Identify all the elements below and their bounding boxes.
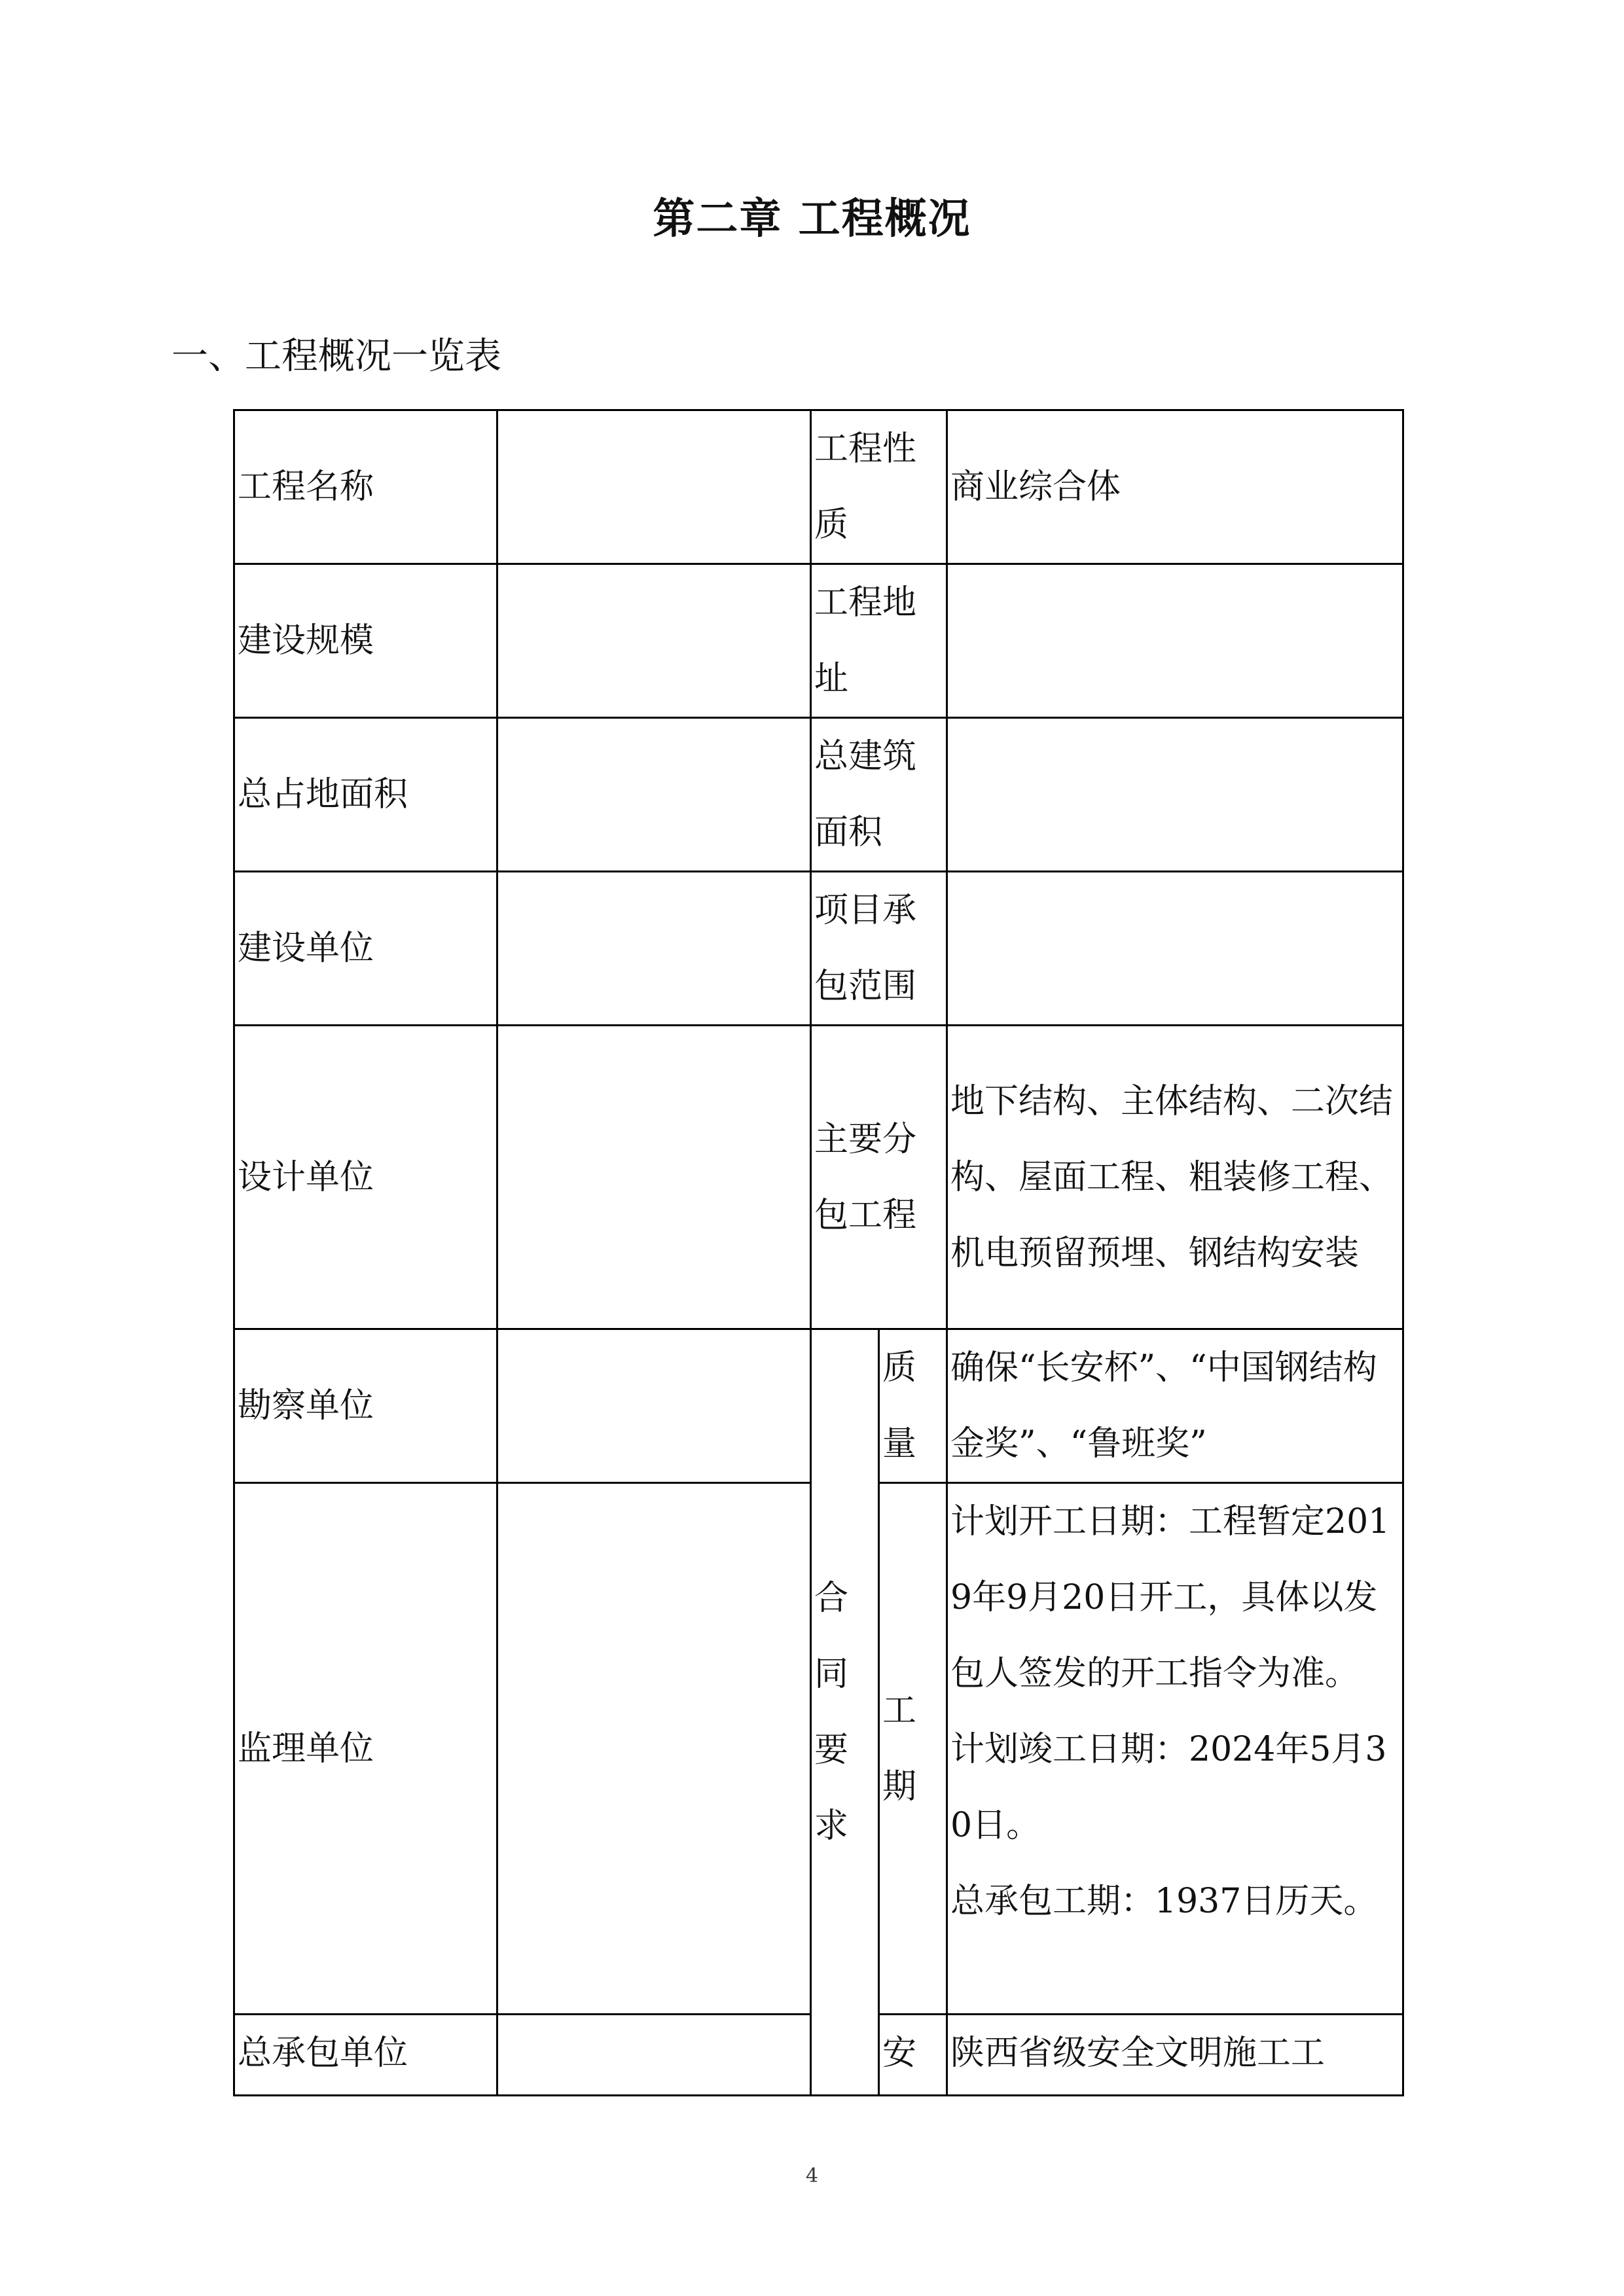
value-surveyor bbox=[497, 1329, 811, 1483]
label-contract-scope: 项目承包范围 bbox=[811, 872, 947, 1026]
label-project-nature: 工程性质 bbox=[811, 410, 947, 564]
value-project-address bbox=[947, 564, 1403, 718]
label-designer: 设计单位 bbox=[234, 1026, 497, 1329]
value-project-name bbox=[497, 410, 811, 564]
label-project-name: 工程名称 bbox=[234, 410, 497, 564]
value-building-area bbox=[947, 718, 1403, 872]
value-safety: 陕西省级安全文明施工工 bbox=[947, 2015, 1403, 2096]
label-surveyor: 勘察单位 bbox=[234, 1329, 497, 1483]
duration-end: 计划竣工日期：2024年5月30日。 bbox=[950, 1730, 1387, 1845]
value-duration bbox=[947, 1483, 1403, 2015]
label-quality: 质量 bbox=[879, 1329, 947, 1483]
section-heading: 一、工程概况一览表 bbox=[171, 335, 501, 378]
table-row bbox=[234, 718, 1403, 872]
table-row bbox=[234, 872, 1403, 1026]
table-row bbox=[234, 1026, 1403, 1329]
label-building-area: 总建筑面积 bbox=[811, 718, 947, 872]
value-main-subcontracts: 地下结构、主体结构、二次结构、屋面工程、粗装修工程、机电预留预埋、钢结构安装 bbox=[947, 1026, 1403, 1329]
duration-total: 总承包工期：1937日历天。 bbox=[950, 1882, 1378, 1921]
duration-start: 计划开工日期：工程暂定2019年9月20日开工，具体以发包人签发的开工指令为准。 bbox=[950, 1502, 1390, 1693]
value-designer bbox=[497, 1026, 811, 1329]
label-contract-requirements: 合同要求 bbox=[811, 1329, 879, 2096]
value-contract-scope bbox=[947, 872, 1403, 1026]
table-row bbox=[234, 410, 1403, 564]
label-general-contractor: 总承包单位 bbox=[234, 2015, 497, 2096]
value-land-area bbox=[497, 718, 811, 872]
project-overview-table bbox=[233, 409, 1404, 2096]
label-supervisor: 监理单位 bbox=[234, 1483, 497, 2015]
label-project-address: 工程地址 bbox=[811, 564, 947, 718]
page-number: 4 bbox=[805, 2164, 819, 2187]
value-general-contractor bbox=[497, 2015, 811, 2096]
label-main-subcontracts: 主要分包工程 bbox=[811, 1026, 947, 1329]
label-construction-scale: 建设规模 bbox=[234, 564, 497, 718]
value-project-nature: 商业综合体 bbox=[947, 410, 1403, 564]
label-owner: 建设单位 bbox=[234, 872, 497, 1026]
chapter-title: 第二章 工程概况 bbox=[653, 195, 971, 243]
value-owner bbox=[497, 872, 811, 1026]
table-row bbox=[234, 564, 1403, 718]
value-construction-scale bbox=[497, 564, 811, 718]
value-quality: 确保“长安杯”、“中国钢结构金奖”、“鲁班奖” bbox=[947, 1329, 1403, 1483]
label-duration: 工期 bbox=[879, 1483, 947, 2015]
label-land-area: 总占地面积 bbox=[234, 718, 497, 872]
value-supervisor bbox=[497, 1483, 811, 2015]
table-row bbox=[234, 1329, 1403, 1483]
label-safety: 安 bbox=[879, 2015, 947, 2096]
